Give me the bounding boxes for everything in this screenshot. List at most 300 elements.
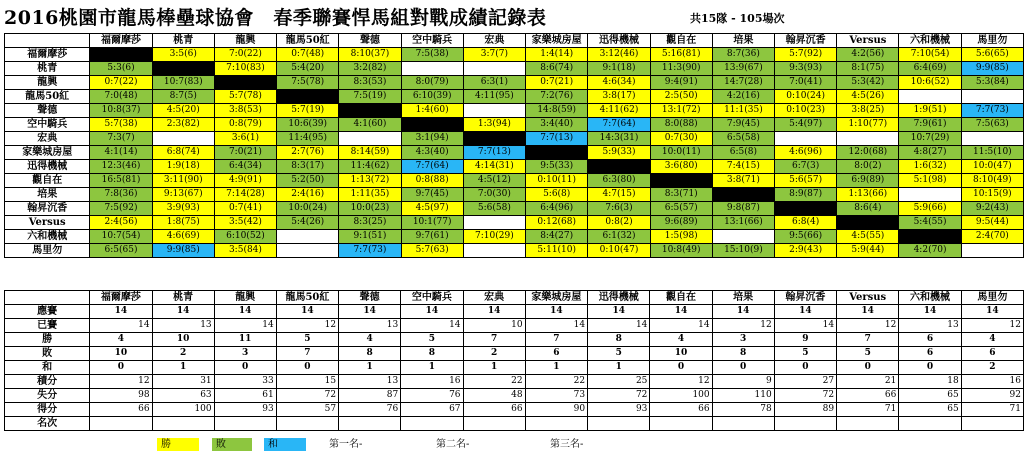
- stat-value: 0: [214, 361, 276, 375]
- row-header: 桃青: [5, 62, 90, 76]
- score-cell: 6:8(4): [775, 216, 837, 230]
- score-cell: 7:0(22): [214, 48, 276, 62]
- legend-first: 第一名-: [329, 439, 363, 450]
- score-cell: [463, 244, 525, 258]
- stat-row: [5, 375, 1024, 389]
- score-cell: [961, 244, 1023, 258]
- stat-value: 72: [588, 389, 650, 403]
- stat-value: 14: [774, 319, 836, 333]
- score-cell: 0:10(47): [588, 244, 650, 258]
- score-cell: 5:7(92): [775, 48, 837, 62]
- score-cell: [401, 118, 463, 132]
- score-cell: 3:11(90): [152, 174, 214, 188]
- score-cell: 3:5(84): [214, 244, 276, 258]
- score-cell: 3:8(53): [214, 104, 276, 118]
- stat-value: [276, 417, 338, 431]
- score-cell: 4:7(15): [588, 188, 650, 202]
- row-header: 翰昇沉香: [5, 202, 90, 216]
- stat-value: 0: [774, 361, 836, 375]
- corner-cell: [5, 34, 90, 48]
- stat-value: 11: [214, 333, 276, 347]
- score-cell: 9:5(33): [525, 160, 587, 174]
- score-cell: 0:12(68): [525, 216, 587, 230]
- score-cell: 4:11(62): [588, 104, 650, 118]
- score-cell: [837, 216, 899, 230]
- score-cell: [712, 230, 774, 244]
- score-cell: 10:1(77): [401, 216, 463, 230]
- score-cell: 11:3(90): [650, 62, 712, 76]
- stat-value: 72: [774, 389, 836, 403]
- stat-label: 積分: [5, 375, 90, 389]
- stat-value: 76: [339, 403, 401, 417]
- stat-value: 7: [276, 347, 338, 361]
- score-cell: 5:7(78): [214, 90, 276, 104]
- score-cell: 10:0(11): [650, 146, 712, 160]
- matrix-row: [5, 174, 1024, 188]
- score-cell: 2:4(70): [961, 230, 1023, 244]
- stat-value: 100: [152, 403, 214, 417]
- row-header: 培果: [5, 188, 90, 202]
- score-cell: [837, 132, 899, 146]
- score-cell: 9:4(91): [650, 76, 712, 90]
- score-cell: 7:8(36): [90, 188, 152, 202]
- stat-value: 8: [401, 347, 463, 361]
- stat-value: 14: [90, 305, 152, 319]
- score-cell: 1:9(51): [899, 104, 961, 118]
- score-cell: 4:6(34): [588, 76, 650, 90]
- matrix-row: [5, 230, 1024, 244]
- score-cell: 1:10(77): [837, 118, 899, 132]
- stat-value: 2: [152, 347, 214, 361]
- legend-lose: 敗: [212, 438, 252, 451]
- stat-value: 5: [588, 347, 650, 361]
- stat-value: 10: [152, 333, 214, 347]
- row-header: 宏典: [5, 132, 90, 146]
- score-cell: 3:8(25): [837, 104, 899, 118]
- score-cell: 5:4(55): [899, 216, 961, 230]
- stat-row: [5, 347, 1024, 361]
- score-cell: 9:8(87): [712, 202, 774, 216]
- score-cell: 3:8(17): [588, 90, 650, 104]
- stat-value: 16: [961, 375, 1023, 389]
- stat-value: 14: [463, 305, 525, 319]
- stat-value: 71: [961, 403, 1023, 417]
- stat-value: 0: [90, 361, 152, 375]
- stat-value: 76: [401, 389, 463, 403]
- score-cell: 0:10(23): [775, 104, 837, 118]
- score-cell: 5:6(65): [961, 48, 1023, 62]
- score-cell: 8:9(87): [775, 188, 837, 202]
- score-cell: 2:4(56): [90, 216, 152, 230]
- score-cell: 10:7(54): [90, 230, 152, 244]
- stat-value: 18: [899, 375, 961, 389]
- stat-value: 10: [90, 347, 152, 361]
- column-header: 龍興: [214, 291, 276, 305]
- column-header: 桃青: [152, 34, 214, 48]
- stat-label: 已賽: [5, 319, 90, 333]
- stat-value: 1: [525, 361, 587, 375]
- score-cell: 7:0(48): [90, 90, 152, 104]
- column-header: Versus: [837, 291, 899, 305]
- stat-value: [525, 417, 587, 431]
- stat-value: 0: [899, 361, 961, 375]
- score-cell: 2:5(50): [650, 90, 712, 104]
- score-cell: 12:3(46): [90, 160, 152, 174]
- score-cell: 4:5(97): [401, 202, 463, 216]
- stat-value: 1: [401, 361, 463, 375]
- score-cell: 10:8(49): [650, 244, 712, 258]
- stat-value: [401, 417, 463, 431]
- score-cell: [961, 90, 1023, 104]
- score-cell: 1:11(35): [339, 188, 401, 202]
- score-cell: 8:7(5): [152, 90, 214, 104]
- score-cell: 7:7(73): [339, 244, 401, 258]
- score-cell: 4:1(14): [90, 146, 152, 160]
- score-cell: 7:0(30): [463, 188, 525, 202]
- score-cell: 4:6(69): [152, 230, 214, 244]
- score-cell: 10:0(47): [961, 160, 1023, 174]
- score-cell: 5:7(63): [401, 244, 463, 258]
- score-cell: 16:5(81): [90, 174, 152, 188]
- column-header: 翰昇沉香: [775, 34, 837, 48]
- stat-value: [463, 417, 525, 431]
- stat-value: 6: [525, 347, 587, 361]
- matrix-row: [5, 202, 1024, 216]
- column-header: 培果: [712, 291, 774, 305]
- stat-value: 1: [152, 361, 214, 375]
- stat-value: 4: [339, 333, 401, 347]
- stat-value: 7: [837, 333, 899, 347]
- score-cell: 7:5(38): [401, 48, 463, 62]
- score-cell: 9:1(18): [588, 62, 650, 76]
- score-cell: 13:1(66): [712, 216, 774, 230]
- score-cell: 6:8(74): [152, 146, 214, 160]
- stat-value: 0: [712, 361, 774, 375]
- score-cell: 5:9(66): [899, 202, 961, 216]
- score-cell: 2:9(43): [775, 244, 837, 258]
- stat-value: 14: [339, 305, 401, 319]
- score-cell: 10:0(24): [277, 202, 339, 216]
- score-cell: 11:4(95): [277, 132, 339, 146]
- row-header: 六和機械: [5, 230, 90, 244]
- stat-value: 78: [712, 403, 774, 417]
- score-cell: 7:7(64): [401, 160, 463, 174]
- score-cell: 9:7(45): [401, 188, 463, 202]
- score-cell: 0:8(79): [214, 118, 276, 132]
- score-cell: 3:12(46): [588, 48, 650, 62]
- column-header: 培果: [712, 34, 774, 48]
- stat-value: 14: [961, 305, 1023, 319]
- stat-value: 14: [837, 305, 899, 319]
- score-cell: 7:10(83): [214, 62, 276, 76]
- stat-value: 14: [525, 305, 587, 319]
- score-cell: 4:2(16): [712, 90, 774, 104]
- score-cell: 4:2(56): [837, 48, 899, 62]
- score-cell: 4:5(55): [837, 230, 899, 244]
- score-cell: 6:1(32): [588, 230, 650, 244]
- score-cell: 3:7(7): [463, 48, 525, 62]
- legend-second: 第二名-: [436, 439, 470, 450]
- score-cell: 13:9(67): [712, 62, 774, 76]
- column-header: 空中騎兵: [401, 291, 463, 305]
- score-cell: 8:3(17): [277, 160, 339, 174]
- score-cell: 4:5(20): [152, 104, 214, 118]
- score-cell: 4:9(91): [214, 174, 276, 188]
- score-cell: 1:9(18): [152, 160, 214, 174]
- stat-value: [899, 417, 961, 431]
- score-cell: 9:5(66): [775, 230, 837, 244]
- score-cell: [899, 230, 961, 244]
- stat-value: 5: [276, 333, 338, 347]
- stat-row: [5, 403, 1024, 417]
- stat-row: [5, 305, 1024, 319]
- stat-value: 66: [837, 389, 899, 403]
- stat-value: 14: [774, 305, 836, 319]
- stat-value: 33: [214, 375, 276, 389]
- score-cell: 9:6(89): [650, 216, 712, 230]
- stat-value: 2: [463, 347, 525, 361]
- stat-value: 65: [899, 389, 961, 403]
- row-header: 迅得機械: [5, 160, 90, 174]
- score-cell: 6:10(39): [401, 90, 463, 104]
- score-cell: [463, 216, 525, 230]
- stat-value: 14: [588, 319, 650, 333]
- stat-value: [588, 417, 650, 431]
- stat-value: 5: [774, 347, 836, 361]
- score-cell: 5:16(81): [650, 48, 712, 62]
- score-cell: 5:3(84): [961, 76, 1023, 90]
- score-cell: 7:9(45): [712, 118, 774, 132]
- score-cell: 3:5(6): [152, 48, 214, 62]
- stat-value: 12: [961, 319, 1023, 333]
- stat-value: 3: [214, 347, 276, 361]
- score-cell: 10:0(23): [339, 202, 401, 216]
- score-cell: [90, 48, 152, 62]
- score-cell: 12:0(68): [837, 146, 899, 160]
- stat-value: 9: [774, 333, 836, 347]
- column-header: 家樂城房屋: [525, 34, 587, 48]
- matrix-row: [5, 146, 1024, 160]
- row-header: Versus: [5, 216, 90, 230]
- score-cell: 2:4(16): [277, 188, 339, 202]
- stat-value: 65: [899, 403, 961, 417]
- stat-value: 93: [214, 403, 276, 417]
- column-header: 宏典: [463, 291, 525, 305]
- score-cell: 6:5(65): [90, 244, 152, 258]
- score-cell: 7:4(15): [712, 160, 774, 174]
- stat-value: 14: [650, 319, 712, 333]
- stat-value: 31: [152, 375, 214, 389]
- score-cell: 6:3(1): [463, 76, 525, 90]
- row-header: 龍興: [5, 76, 90, 90]
- score-cell: 5:7(38): [90, 118, 152, 132]
- score-cell: 6:10(52): [214, 230, 276, 244]
- stat-value: 13: [899, 319, 961, 333]
- matrix-row: [5, 216, 1024, 230]
- page-title: 2016桃園市龍馬棒壘球協會 春季聯賽悍馬組對戰成績記錄表: [4, 7, 547, 29]
- page-subtitle: 共15隊 - 105場次: [690, 12, 785, 25]
- stat-value: 25: [588, 375, 650, 389]
- score-cell: 8:10(49): [961, 174, 1023, 188]
- matrix-row: [5, 188, 1024, 202]
- row-header: 福爾摩莎: [5, 48, 90, 62]
- score-cell: 0:7(41): [214, 202, 276, 216]
- stat-value: 9: [712, 375, 774, 389]
- score-cell: [339, 104, 401, 118]
- stat-value: 14: [525, 319, 587, 333]
- score-cell: [277, 244, 339, 258]
- matrix-row: [5, 62, 1024, 76]
- row-header: 聲德: [5, 104, 90, 118]
- stat-value: 10: [650, 347, 712, 361]
- score-cell: 0:10(24): [775, 90, 837, 104]
- score-cell: 8:3(25): [339, 216, 401, 230]
- score-cell: 4:6(96): [775, 146, 837, 160]
- matrix-row: [5, 76, 1024, 90]
- score-cell: 3:1(94): [401, 132, 463, 146]
- stat-label: 名次: [5, 417, 90, 431]
- score-cell: 10:8(37): [90, 104, 152, 118]
- score-cell: 15:10(9): [712, 244, 774, 258]
- score-cell: 8:1(75): [837, 62, 899, 76]
- score-cell: 7:5(63): [961, 118, 1023, 132]
- score-cell: 4:8(27): [899, 146, 961, 160]
- column-header: 聲德: [339, 34, 401, 48]
- score-cell: 4:1(60): [339, 118, 401, 132]
- column-header: Versus: [837, 34, 899, 48]
- score-cell: [775, 202, 837, 216]
- score-cell: [277, 230, 339, 244]
- stat-label: 失分: [5, 389, 90, 403]
- matrix-row: [5, 160, 1024, 174]
- score-cell: 5:4(26): [277, 216, 339, 230]
- stat-value: 0: [837, 361, 899, 375]
- stat-value: 12: [712, 319, 774, 333]
- score-cell: [277, 90, 339, 104]
- score-cell: 6:4(69): [899, 62, 961, 76]
- score-cell: 1:8(75): [152, 216, 214, 230]
- score-cell: 2:7(76): [277, 146, 339, 160]
- score-cell: 6:4(96): [525, 202, 587, 216]
- score-cell: 7:14(28): [214, 188, 276, 202]
- score-cell: 1:3(94): [463, 118, 525, 132]
- score-cell: 7:5(92): [90, 202, 152, 216]
- stat-value: 71: [837, 403, 899, 417]
- stat-value: 6: [961, 347, 1023, 361]
- stat-row: [5, 361, 1024, 375]
- score-cell: [152, 62, 214, 76]
- stat-value: [837, 417, 899, 431]
- standings-table: [4, 290, 1024, 431]
- stat-value: 13: [339, 375, 401, 389]
- stat-value: 2: [961, 361, 1023, 375]
- stat-value: 63: [152, 389, 214, 403]
- column-header: 聲德: [339, 291, 401, 305]
- stat-value: 22: [463, 375, 525, 389]
- corner-cell: [5, 291, 90, 305]
- score-cell: [899, 188, 961, 202]
- score-cell: 7:10(54): [899, 48, 961, 62]
- score-cell: 4:5(12): [463, 174, 525, 188]
- stat-value: 14: [401, 305, 463, 319]
- score-cell: 14:3(31): [588, 132, 650, 146]
- score-cell: [214, 76, 276, 90]
- stat-value: 7: [463, 333, 525, 347]
- score-cell: 11:4(62): [339, 160, 401, 174]
- stat-value: 7: [525, 333, 587, 347]
- score-cell: 2:3(82): [152, 118, 214, 132]
- score-cell: 10:15(9): [961, 188, 1023, 202]
- score-cell: 8:7(36): [712, 48, 774, 62]
- stat-value: 4: [90, 333, 152, 347]
- column-header: 馬里勿: [961, 34, 1023, 48]
- score-cell: [899, 90, 961, 104]
- score-cell: [463, 132, 525, 146]
- column-header: 觀自在: [650, 34, 712, 48]
- score-cell: 1:13(72): [339, 174, 401, 188]
- score-cell: 0:7(30): [650, 132, 712, 146]
- score-cell: 8:3(53): [339, 76, 401, 90]
- score-cell: 14:7(28): [712, 76, 774, 90]
- stat-value: 1: [588, 361, 650, 375]
- score-cell: 5:6(58): [463, 202, 525, 216]
- score-cell: 5:4(97): [775, 118, 837, 132]
- stat-value: 93: [588, 403, 650, 417]
- score-cell: 0:7(22): [90, 76, 152, 90]
- score-cell: 11:5(10): [961, 146, 1023, 160]
- row-header: 龍馬50紅: [5, 90, 90, 104]
- stat-value: 14: [899, 305, 961, 319]
- score-cell: [463, 104, 525, 118]
- stat-value: 13: [152, 319, 214, 333]
- score-cell: 9:2(43): [961, 202, 1023, 216]
- stat-value: 90: [525, 403, 587, 417]
- stat-value: 1: [339, 361, 401, 375]
- stat-value: 14: [214, 319, 276, 333]
- score-cell: 1:13(66): [837, 188, 899, 202]
- stat-value: 12: [650, 375, 712, 389]
- score-cell: 1:4(60): [401, 104, 463, 118]
- row-header: 家樂城房屋: [5, 146, 90, 160]
- stat-value: 5: [401, 333, 463, 347]
- score-cell: [961, 132, 1023, 146]
- column-header: 翰昇沉香: [774, 291, 836, 305]
- matrix-row: [5, 118, 1024, 132]
- score-cell: 5:6(57): [775, 174, 837, 188]
- stat-value: 72: [276, 389, 338, 403]
- score-cell: 0:8(2): [588, 216, 650, 230]
- score-cell: [152, 132, 214, 146]
- stat-label: 勝: [5, 333, 90, 347]
- stat-value: 87: [339, 389, 401, 403]
- score-cell: 9:1(51): [339, 230, 401, 244]
- score-cell: 9:9(85): [152, 244, 214, 258]
- score-cell: 5:2(50): [277, 174, 339, 188]
- score-cell: 4:2(70): [899, 244, 961, 258]
- stat-value: 12: [90, 375, 152, 389]
- stat-value: 6: [899, 333, 961, 347]
- score-cell: 4:11(95): [463, 90, 525, 104]
- stat-value: 14: [588, 305, 650, 319]
- score-cell: 7:6(3): [588, 202, 650, 216]
- score-cell: 5:9(33): [588, 146, 650, 160]
- score-cell: [588, 160, 650, 174]
- matrix-row: [5, 132, 1024, 146]
- matrix-row: [5, 244, 1024, 258]
- score-cell: 8:10(37): [339, 48, 401, 62]
- stat-value: 22: [525, 375, 587, 389]
- score-cell: 9:7(61): [401, 230, 463, 244]
